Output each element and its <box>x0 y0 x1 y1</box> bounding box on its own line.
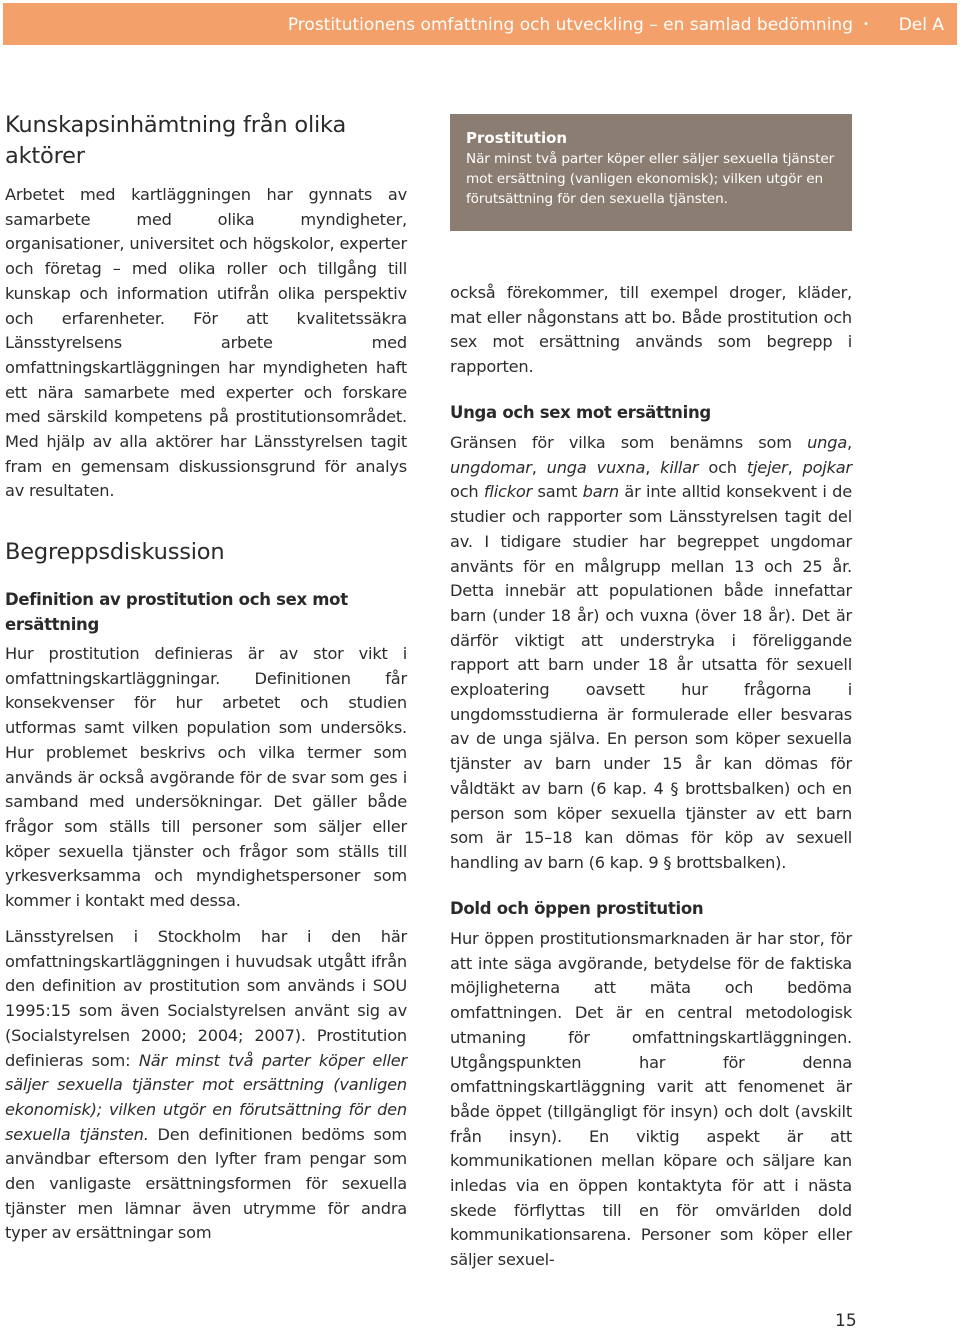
text-run: , <box>847 433 852 452</box>
italic-term: tjejer <box>746 457 788 477</box>
header-part: Del A <box>898 15 944 35</box>
paragraph-definition: Hur prostitution definieras är av stor vikt i omfattningskartläggningar. Definitionen får konsekvenser för hur arbetet och studien utformas samt vilken population som undersöks. Hur problemet beskrivs och vilka termer som används är också avgörande för de svar som ges i samband med undersökningar. Det gäller både frågor som ställs till personer som säljer eller köper sexuella tjänster och frågor som ställs till yrkesverksamma och myndighetspersoner som kommer i kontakt med dessa. <box>5 644 407 911</box>
paragraph-knowledge: Arbetet med kartläggningen har gynnats av samarbete med olika myndigheter, organisationer, universitet och högskolor, experter och företag – med olika roller och tillgång till kunskap och information utifrån olika perspektiv och erfarenheter. För att kvalitetssäkra Länsstyrelsens arbete med omfattningskartläggningen har myndigheten haft ett nära samarbete med experter och forskare med särskild kompetens på prostitutionsområdet. Med hjälp av alla aktörer har Länsstyrelsen tagit fram en gemensam diskussionsgrund för analys av resultaten. <box>5 185 407 501</box>
definition-term: Prostitution <box>466 129 568 147</box>
definition-text: När minst två parter köper eller säljer sexuella tjänster mot ersättning (vanligen ekonomisk); vilken utgör en förutsättning för den sexuella tjänsten. <box>466 151 835 207</box>
section-heading-concepts: Begreppsdiskussion <box>5 539 225 565</box>
text-run: Gränsen för vilka som benämns som <box>450 433 808 452</box>
subheading-hidden-open: Dold och öppen prostitution <box>450 899 704 918</box>
header-title: Prostitutionens omfattning och utveckling – en samlad bedömning <box>287 15 853 35</box>
section-heading-knowledge: Kunskapsinhämtning från olika aktörer <box>5 112 347 169</box>
paragraph-youth <box>450 431 852 876</box>
text-run: , <box>531 457 547 477</box>
italic-definition: När minst två parter köper eller säljer sexuella tjänster mot ersättning (vanligen ekonomisk); vilken utgör en förutsättning för den sexuella tjänsten. <box>5 1050 408 1144</box>
paragraph-hidden-open: Hur öppen prostitutionsmarknaden är har stor, för att inte säga avgörande, betydelse för de faktiska möjligheterna att mäta och bedöma omfattningen. Det är en central metodologisk utmaning för omfattningskartläggningen. Utgångspunkten har för denna omfattningskartläggning varit att fenomenet är både öppet (tillgängligt för insyn) och dolt (avskilt från insyn). En viktig aspekt är att kommunikationen mellan köpare och säljare kan inledas via en öppen kontaktyta för att i nästa skede förflyttas till en för omvärlden dold kommunikationsarena. Personer som köper eller säljer sexuel- <box>450 929 852 1270</box>
paragraph-continuation: också förekommer, till exempel droger, kläder, mat eller någonstans att bo. Både prostitution och sex mot ersättning används som begrepp i rapporten. <box>450 283 852 377</box>
subheading-definition: Definition av prostitution och sex mot ersättning <box>5 590 348 634</box>
text-run: samt <box>532 482 583 502</box>
text-run: och <box>698 457 747 477</box>
italic-term: barn <box>582 482 619 502</box>
subheading-youth: Unga och sex mot ersättning <box>450 403 711 422</box>
text-run: Den definitionen bedöms som användbar eftersom den lyfter fram pengar som den vanligaste ersättningsformen för sexuella tjänster men lämnar även utrymme för andra typer av ersättningar som <box>5 1124 407 1243</box>
italic-term: unga <box>807 433 848 452</box>
text-run: , <box>645 457 661 477</box>
header-separator-icon: • <box>863 19 869 30</box>
paragraph-stockholm <box>5 925 407 1246</box>
italic-term: killar <box>660 457 699 477</box>
text-run: , <box>787 457 803 477</box>
text-run: är inte alltid konsekvent i de studier och rapporter som Länsstyrelsen tagit del av. I tidigare studier har begreppet ungdomar använts för en målgrupp mellan 13 och 25 år. Detta innebär att populationen både innefattar barn (under 18 år) och vuxna (över 18 år). Det är därför viktigt att understryka i föreliggande rapport att barn under 18 år utsatta för sexuell exploatering oavsett hur frågorna i ungdomsstudierna är formulerade eller besvaras av de unga själva. En person som köper sexuella tjänster av barn under 15 år kan dömas för våldtäkt av barn (6 kap. 4 § brottsbalken) och en person som köper sexuella tjänster av ett barn som är 15–18 kan dömas för köp av sexuell handling av barn (6 kap. 9 § brottsbalken). <box>450 482 852 872</box>
italic-term: unga vuxna <box>546 457 646 477</box>
running-header <box>3 3 957 45</box>
italic-term: pojkar <box>802 457 852 477</box>
text-run: och <box>450 482 484 502</box>
italic-term: flickor <box>483 482 533 502</box>
italic-term: ungdomar <box>450 457 532 477</box>
page-number: 15 <box>835 1311 857 1331</box>
definition-box <box>450 114 852 231</box>
text-run: Länsstyrelsen i Stockholm har i den här omfattningskartläggningen i huvudsak utgått ifrån den definition av prostitution som används i SOU 1995:15 som även Socialstyrelsen använt sig av (Socialstyrelsen 2000; 2004; 2007). Prostitution definieras som: <box>5 927 407 1070</box>
